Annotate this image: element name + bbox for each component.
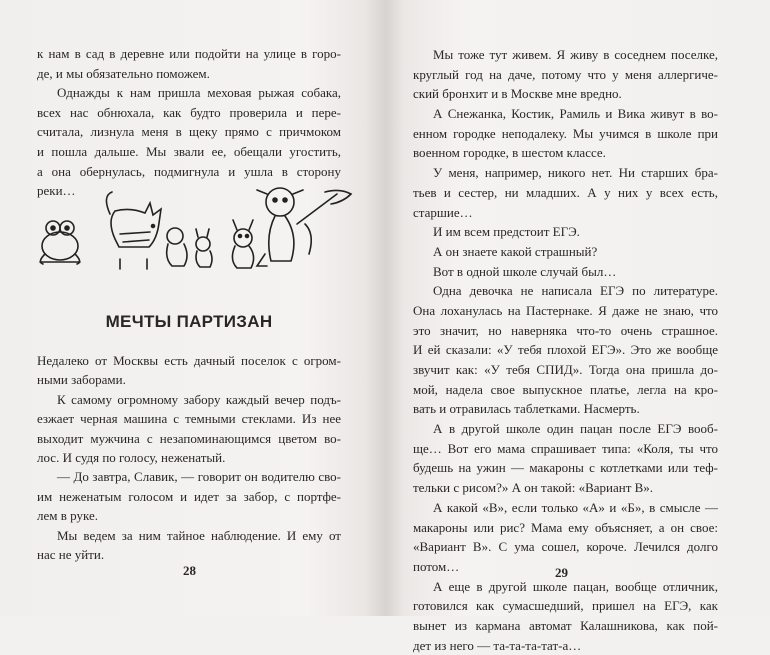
- dog-with-stick-drawing: [257, 188, 351, 266]
- text-line: считала, лизнула меня в щеку прямо с причмоком: [37, 124, 341, 140]
- text-line: выходит мужчина с незапоминающимся цветом во-: [37, 430, 341, 446]
- text-line: Недалеко от Москвы есть дачный поселок с огром-: [37, 353, 341, 368]
- text-line: езжает черная машина с темными стеклами. Из нее: [37, 411, 341, 427]
- cat-drawing: [106, 192, 161, 269]
- text-line: ными заборами.: [37, 372, 126, 388]
- text-line: дет из него — та-та-та-тат-а…: [413, 637, 582, 653]
- text-line: потом…: [413, 558, 460, 574]
- text-line: тельки с рисом?» А он такой: «Вариант В».: [413, 480, 654, 496]
- text-line: «Вариант В». С ума сошел, короче. Лечился долго: [413, 539, 718, 555]
- text-line: ский бронхит и в Москве мне вредно.: [413, 86, 622, 102]
- text-line: Она лоханулась на Пастернаке. Я даже не знаю, что: [413, 302, 718, 318]
- text-line: лем в руке.: [37, 508, 98, 524]
- text-line: это значит, но наверняка что-то очень страшное.: [413, 322, 718, 338]
- page-number-left: 28: [183, 563, 196, 578]
- text-line: мой, надела свое выпускное платье, легла на кро-: [413, 381, 718, 397]
- text-line: им неженатым голосом и идет за забор, с портфе-: [37, 488, 341, 504]
- text-line: а она обернулась, подмигнула и ушла в сторону: [37, 163, 341, 179]
- left-page-bottom-text: [37, 351, 341, 564]
- text-line: А он знаете какой страшный?: [433, 243, 598, 259]
- text-line: У меня, например, никого нет. Ни старших бра-: [433, 165, 718, 181]
- right-page: [385, 0, 770, 653]
- text-line: И ей сказали: «У тебя плохой ЕГЭ». Это же вообще: [413, 342, 718, 358]
- left-page-top-text: [37, 44, 341, 201]
- text-line: звучит как: «У тебя СПИД». Тогда она пришла до-: [413, 362, 718, 377]
- text-line: Мы ведем за ним тайное наблюдение. И ему от: [57, 527, 341, 543]
- text-line: круглый год на даче, потому что у меня аллергиче-: [413, 66, 718, 82]
- text-line: А Снежанка, Костик, Рамиль и Вика живут в во-: [433, 106, 718, 122]
- text-line: нас не уйти.: [37, 546, 105, 562]
- page-number-right: 29: [555, 565, 568, 580]
- small-animals-drawing: [167, 220, 254, 268]
- text-line: Вот в одной школе случай был…: [433, 263, 617, 279]
- text-line: де, и мы обязательно поможем.: [37, 65, 210, 81]
- text-line: А в другой школе один пацан после ЕГЭ вооб-: [433, 421, 718, 437]
- text-line: военном городке, в шестом классе.: [413, 145, 606, 161]
- text-line: енном городке неподалеку. Мы учимся в школе при: [413, 125, 718, 141]
- text-line: И им всем предстоит ЕГЭ.: [433, 224, 580, 240]
- text-line: будешь на ужин — макароны с котлетками или теф-: [413, 460, 718, 476]
- right-page-text: [413, 45, 718, 655]
- text-line: А еще в другой школе пацан, вообще отличник,: [433, 578, 718, 594]
- text-line: Мы тоже тут живем. Я живу в соседнем поселке,: [433, 47, 718, 62]
- text-line: макароны или рис? Мама ему объясняет, а он свое:: [413, 519, 718, 535]
- text-line: реки…: [37, 183, 76, 199]
- left-page: [0, 0, 385, 616]
- animals-illustration: [35, 184, 355, 279]
- text-line: ще… Вот его мама спрашивает типа: «Коля, ты что: [413, 440, 718, 456]
- text-line: А какой «В», если только «А» и «Б», в смысле —: [433, 499, 718, 515]
- text-line: вынет из кармана автомат Калашникова, как пой-: [413, 617, 718, 633]
- text-line: всех нас обнюхала, как будто проверила и пере-: [37, 104, 341, 120]
- text-line: лос. И судя по голосу, неженатый.: [37, 449, 226, 465]
- text-line: Одна девочка не написала ЕГЭ по литературе.: [433, 283, 718, 299]
- text-line: Однажды к нам пришла меховая рыжая собака,: [57, 85, 341, 101]
- text-line: К самому огромному забору каждый вечер подъ-: [57, 391, 341, 407]
- text-line: готовился как сумасшедший, пришел на ЕГЭ, как: [413, 598, 718, 614]
- text-line: тьев и сестер, ни младших. А у них у всех есть,: [413, 184, 718, 200]
- text-line: вать и отравилась таблетками. Насмерть.: [413, 401, 640, 417]
- text-line: к нам в сад в деревне или подойти на улице в горо-: [37, 46, 341, 61]
- text-line: и пошла дальше. Мы звали ее, обещали угостить,: [37, 143, 341, 159]
- text-line: — До завтра, Славик, — говорит он водителю сво-: [57, 469, 341, 485]
- chapter-title: МЕЧТЫ ПАРТИЗАН: [105, 312, 273, 331]
- text-line: старшие…: [413, 204, 473, 220]
- frog-drawing: [40, 221, 80, 264]
